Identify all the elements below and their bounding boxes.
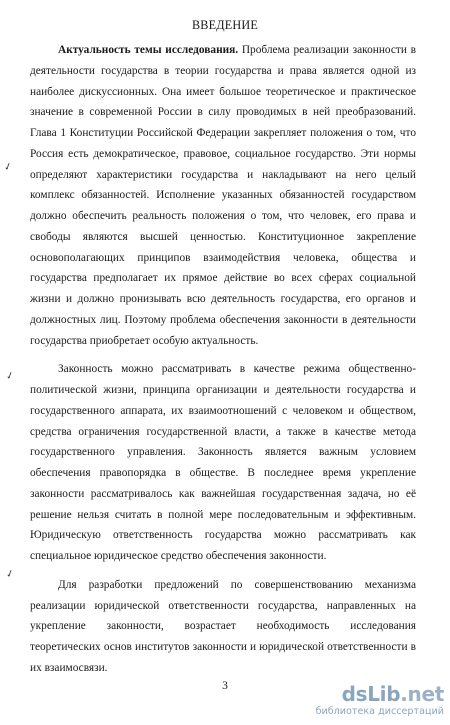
- paragraph-relevance: [30, 40, 416, 351]
- paragraph-proposals: Для разработки предложений по совершенствованию механизма реализации юридической ответственности государства, направленных на укрепление законности, возрастает необходимость исследования теоретических основ институтов законности и юридической ответственности в их взаимосвязи.: [30, 578, 416, 674]
- margin-check-mark: ✓: [2, 160, 14, 175]
- body-text: [30, 40, 416, 679]
- paragraph-lead: Актуальность темы исследования.: [58, 44, 239, 56]
- margin-check-mark: ✓: [4, 567, 16, 582]
- margin-check-mark: ✓: [4, 369, 16, 384]
- section-heading: ВВЕДЕНИЕ: [191, 18, 259, 32]
- page-number: 3: [222, 680, 228, 692]
- watermark-tagline: библиотека диссертаций: [315, 706, 444, 717]
- watermark-logo-main: dsLib: [341, 682, 401, 706]
- paragraph-legality: Законность можно рассматривать в качестве режима общественно-политической жизни, принципа организации и деятельности государства и государственного аппарата, их взаимоотношений с человеком и обществом, средства ограничения государственной власти, а также в качестве метода государственного управления. Законность является важным условием обеспечения правопорядка в обществе. В последнее время укрепление законности рассматривалось как важнейшая государственная задача, но её решение нельзя считать в полной мере последовательным и эффективным. Юридическую ответственность государства можно рассматривать как специальное юридическое средство обеспечения законности.: [30, 363, 416, 562]
- watermark-logo-suffix: .net: [400, 682, 444, 706]
- dslib-watermark[interactable]: [315, 682, 444, 721]
- paragraph-text: Проблема реализации законности в деятельности государства в теории государства и права является одной из наиболее дискуссионных. Она имеет большое теоретическое и практическое значение в современной России в силу проводимых в ней преобразований. Глава 1 Конституции Российской Федерации закрепляет положения о том, что Россия есть демократическое, правовое, социальное государство. Эти нормы определяют характеристики государства и накладывают на него целый комплекс обязанностей. Исполнение указанных обязанностей государством должно обеспечить реальность положения о том, что человек, его права и свободы являются высшей ценностью. Конституционное закрепление основополагающих принципов взаимодействия человека, общества и государства предполагает их прямое действие во всех сферах социальной жизни и должно пронизывать всю деятельность государства, его органов и должностных лиц. Поэтому проблема обеспечения законности в деятельности государства приобретает особую актуальность.: [30, 44, 417, 347]
- watermark-logo: [342, 683, 444, 705]
